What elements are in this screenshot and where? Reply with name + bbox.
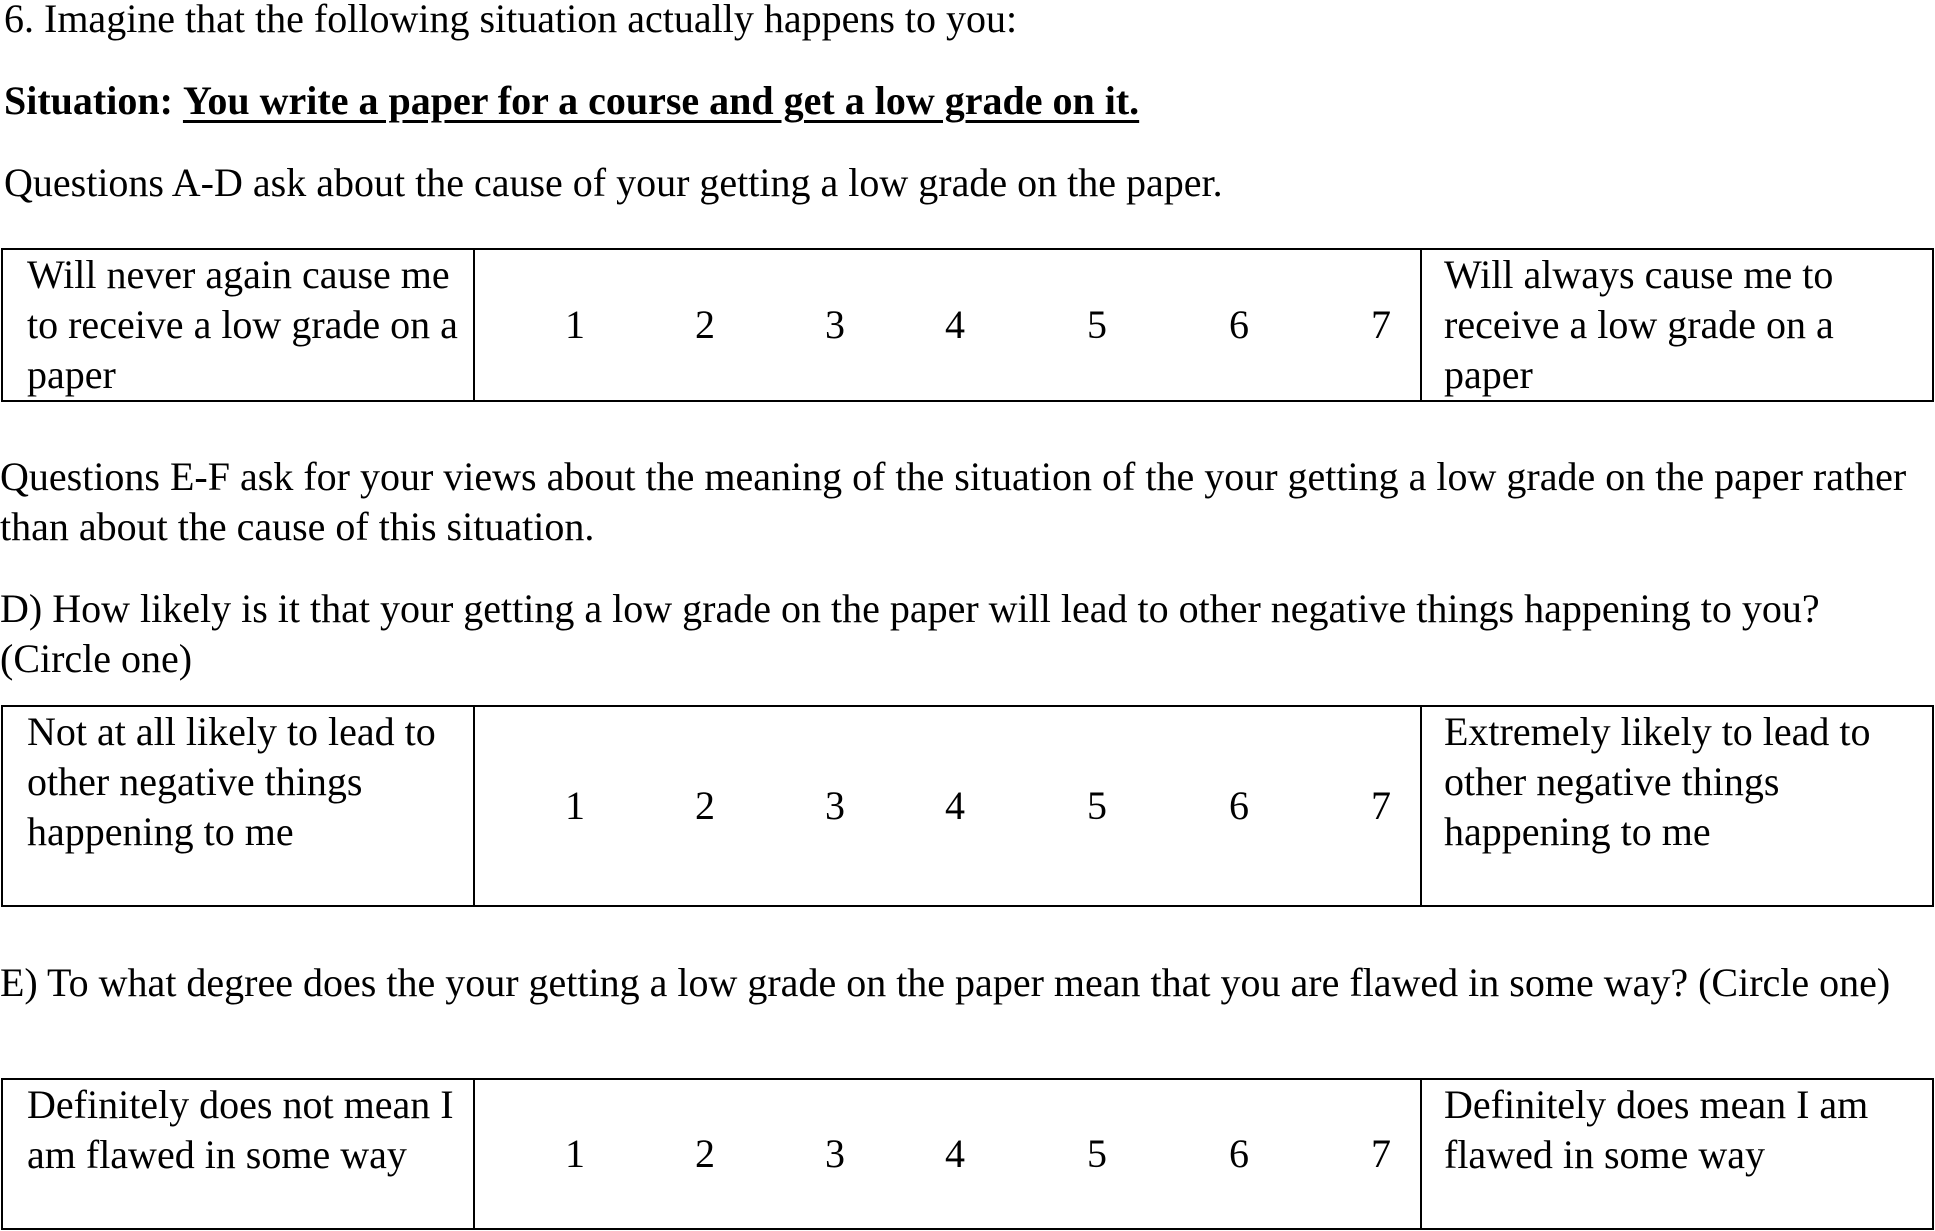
scale-d-options <box>474 706 1421 906</box>
scale-e-option-6[interactable]: 6 <box>1229 1131 1249 1176</box>
questions-a-d-intro: Questions A-D ask about the cause of your getting a low grade on the paper. <box>4 160 1223 205</box>
scale-d-option-2[interactable]: 2 <box>695 783 715 828</box>
scale-a-option-3[interactable]: 3 <box>825 302 845 347</box>
scale-d-option-4[interactable]: 4 <box>945 783 965 828</box>
situation-line <box>4 76 1139 126</box>
scale-e-option-3[interactable]: 3 <box>825 1131 845 1176</box>
scale-d-option-5[interactable]: 5 <box>1087 783 1107 828</box>
intro-text: 6. Imagine that the following situation actually happens to you: <box>4 0 1018 41</box>
scale-d-table <box>1 705 1934 907</box>
scale-a-option-2[interactable]: 2 <box>695 302 715 347</box>
scale-a-option-5[interactable]: 5 <box>1087 302 1107 347</box>
scale-e-option-1[interactable]: 1 <box>565 1131 585 1176</box>
scale-a-left-anchor: Will never again cause me to receive a low grade on a paper <box>2 249 474 401</box>
scale-a-option-4[interactable]: 4 <box>945 302 965 347</box>
scale-e-option-5[interactable]: 5 <box>1087 1131 1107 1176</box>
scale-e-option-7[interactable]: 7 <box>1371 1131 1391 1176</box>
scale-d-left-anchor: Not at all likely to lead to other negative things happening to me <box>2 706 474 906</box>
scale-d-option-7[interactable]: 7 <box>1371 783 1391 828</box>
scale-a-option-7[interactable]: 7 <box>1371 302 1391 347</box>
scale-a-option-6[interactable]: 6 <box>1229 302 1249 347</box>
scale-d-option-1[interactable]: 1 <box>565 783 585 828</box>
situation-label: Situation: <box>4 78 173 123</box>
question-d-text: D) How likely is it that your getting a low grade on the paper will lead to other negative things happening to you? (Circle one) <box>0 586 1820 681</box>
scale-e-options <box>474 1079 1421 1229</box>
scale-e-left-anchor: Definitely does not mean I am flawed in some way <box>2 1079 474 1229</box>
scale-e-option-4[interactable]: 4 <box>945 1131 965 1176</box>
scale-a-right-anchor: Will always cause me to receive a low grade on a paper <box>1421 249 1933 401</box>
scale-a-option-1[interactable]: 1 <box>565 302 585 347</box>
scale-d-right-anchor: Extremely likely to lead to other negative things happening to me <box>1421 706 1933 906</box>
scale-e-option-2[interactable]: 2 <box>695 1131 715 1176</box>
scale-e-right-anchor: Definitely does mean I am flawed in some way <box>1421 1079 1933 1229</box>
questions-e-f-intro: Questions E-F ask for your views about the meaning of the situation of the your getting a low grade on the paper rather than about the cause of this situation. <box>0 454 1907 549</box>
scale-d-option-3[interactable]: 3 <box>825 783 845 828</box>
question-e-text: E) To what degree does the your getting a low grade on the paper mean that you are flawed in some way? (Circle one) <box>0 960 1891 1005</box>
situation-text: You write a paper for a course and get a low grade on it. <box>182 78 1140 123</box>
scale-d-option-6[interactable]: 6 <box>1229 783 1249 828</box>
scale-e-table <box>1 1078 1934 1230</box>
scale-a-options <box>474 249 1421 401</box>
scale-a-table <box>1 248 1934 402</box>
